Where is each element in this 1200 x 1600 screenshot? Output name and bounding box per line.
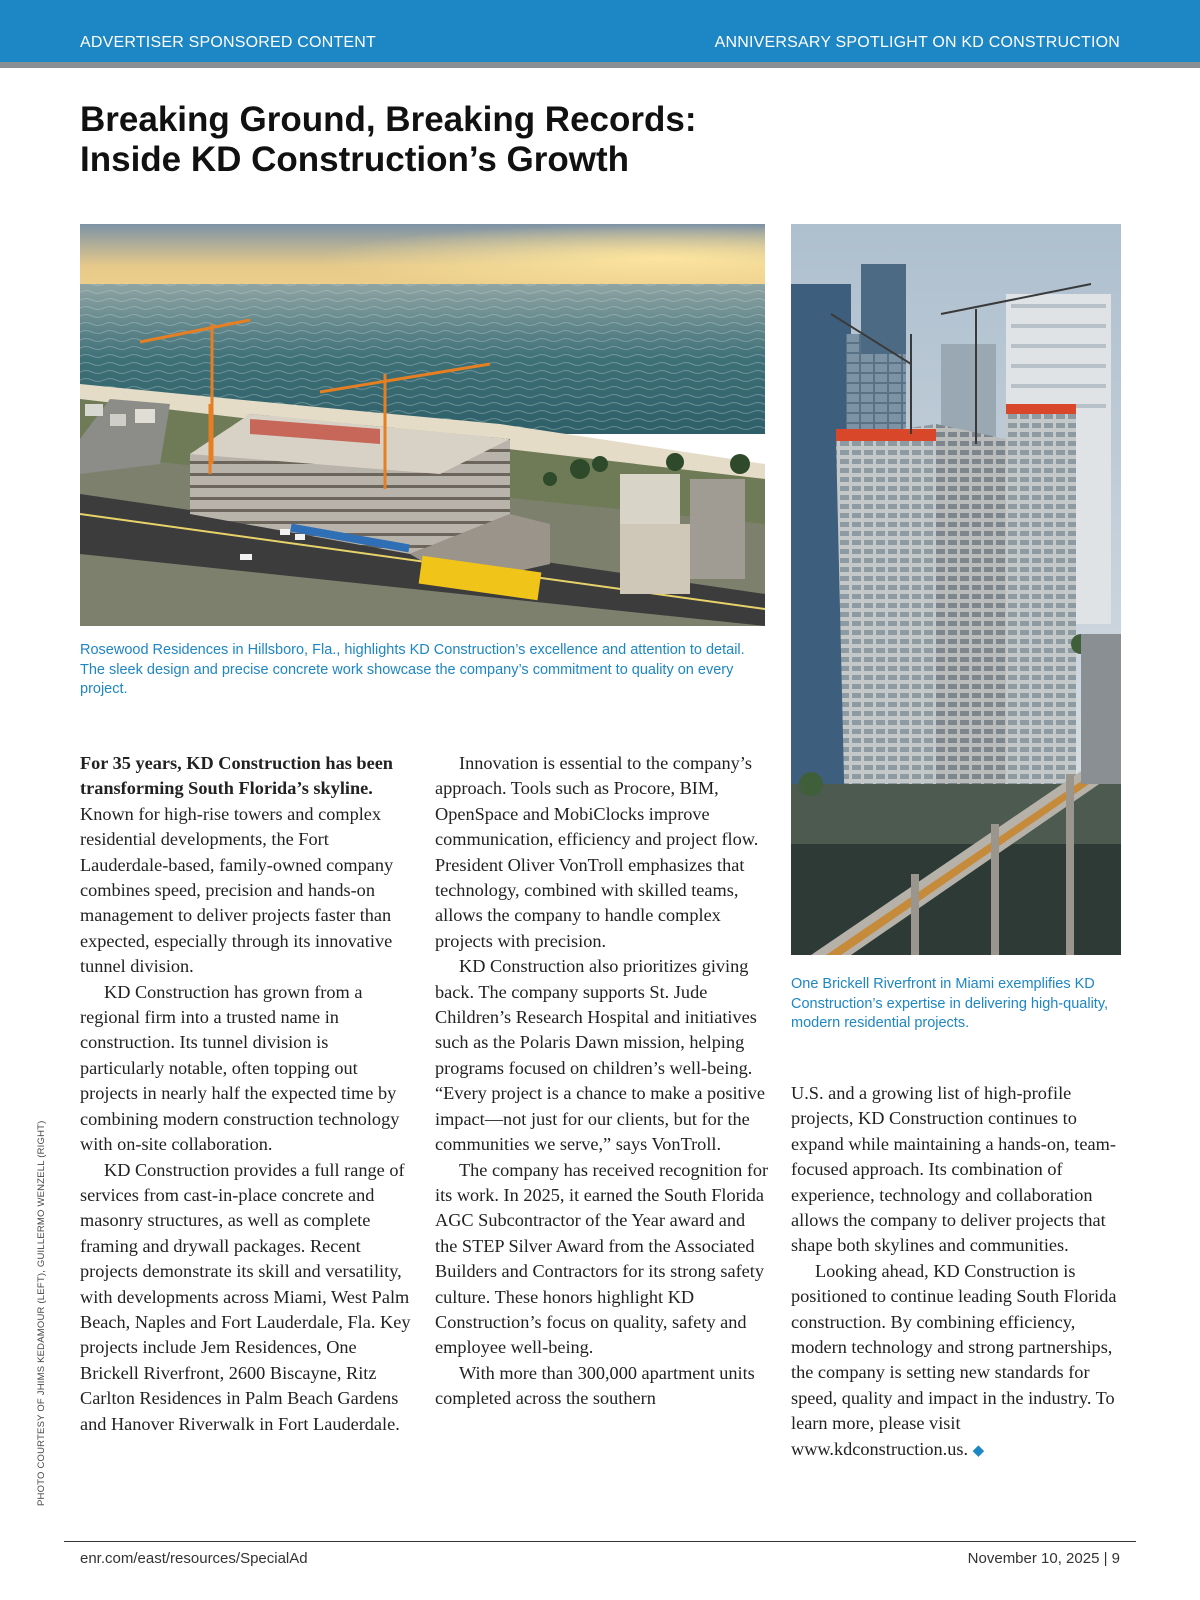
- spotlight-label: ANNIVERSARY SPOTLIGHT ON KD CONSTRUCTION: [714, 34, 1120, 51]
- sponsored-label: ADVERTISER SPONSORED CONTENT: [80, 34, 377, 51]
- header-bar: [0, 0, 1200, 62]
- looking-ahead-text: Looking ahead, KD Construction is positioned to continue leading South Florida construction. By combining efficiency, modern technology and strong partnerships, the company is setting new standards for speed, quality and impact in the industry. To learn more, please visit www.kdconstruction.us.: [791, 1260, 1117, 1459]
- end-diamond-icon: ◆: [972, 1442, 985, 1459]
- paragraph-apartments-start: With more than 300,000 apartment units completed across the southern: [435, 1362, 755, 1409]
- paragraph-innovation: Innovation is essential to the company’s approach. Tools such as Procore, BIM, OpenSpace and MobiClocks improve communication, efficiency and project flow. President Oliver VonTroll emphasizes that technology, combined with skilled teams, allows the company to handle complex projects with precision.: [435, 753, 759, 951]
- lead-body-text: Known for high-rise towers and complex residential developments, the Fort Lauderdale-based, family-owned company combines speed, precision and hands-on management to deliver projects faster than expected, especially through its innovative tunnel division.: [80, 803, 394, 977]
- article-column-2: [435, 751, 770, 1412]
- one-brickell-caption: One Brickell Riverfront in Miami exemplifies KD Construction’s expertise in delivering high-quality, modern residential projects.: [791, 976, 1109, 1031]
- header-rule: [0, 62, 1200, 68]
- one-brickell-riverfront-photo: [791, 224, 1121, 955]
- lead-paragraph: [80, 751, 415, 980]
- headline-line-1: Breaking Ground, Breaking Records:: [80, 100, 697, 139]
- headline-line-2: Inside KD Construction’s Growth: [80, 140, 629, 179]
- paragraph-recognition: The company has received recognition for its work. In 2025, it earned the South Florida AGC Subcontractor of the Year award and the STEP Silver Award from the Associated Builders and Contractors for its strong safety culture. These honors highlight KD Construction’s focus on quality, safety and employee well-being.: [435, 1159, 769, 1358]
- rosewood-residences-photo: [80, 224, 765, 626]
- article-column-3: [791, 1081, 1121, 1464]
- lead-bold-text: For 35 years, KD Construction has been transforming South Florida’s skyline.: [80, 753, 393, 799]
- paragraph-looking-ahead: [791, 1259, 1121, 1464]
- footer-date-page: November 10, 2025 | 9: [967, 1550, 1120, 1567]
- paragraph-services: KD Construction provides a full range of services from cast-in-place concrete and masonry structures, as well as complete framing and drywall packages. Recent projects demonstrate its skill and versatility, with developments across Miami, West Palm Beach, Naples and Fort Lauderdale, Fla. Key projects include Jem Residences, One Brickell Riverfront, 2600 Biscayne, Ritz Carlton Residences in Palm Beach Gardens and Hanover Riverwalk in Fort Lauderdale.: [80, 1159, 411, 1434]
- article-column-1: [80, 751, 415, 1437]
- headline: [80, 100, 880, 180]
- footer-url: enr.com/east/resources/SpecialAd: [80, 1550, 308, 1567]
- paragraph-growth: KD Construction has grown from a regional firm into a trusted name in construction. Its tunnel division is particularly notable, often topping out projects in nearly half the expected time by combining modern construction technology with on-site collaboration.: [80, 981, 400, 1155]
- photo-credit: PHOTO COURTESY OF JHIMS KEDAMOUR (LEFT), GUILLERMO WENZELL (RIGHT): [36, 1120, 47, 1506]
- rosewood-caption: Rosewood Residences in Hillsboro, Fla., highlights KD Construction’s excellence and attention to detail. The sleek design and precise concrete work showcase the company’s commitment to quality on every project.: [80, 642, 745, 697]
- paragraph-giving-back: KD Construction also prioritizes giving back. The company supports St. Jude Children’s Research Hospital and initiatives such as the Polaris Dawn mission, helping programs focused on children’s well-being. “Every project is a chance to make a positive impact—not just for our clients, but for the communities we serve,” says VonTroll.: [435, 956, 765, 1155]
- footer-rule: [64, 1541, 1136, 1542]
- paragraph-apartments-end: U.S. and a growing list of high-profile projects, KD Construction continues to expand while maintaining a hands-on, team-focused approach. Its combination of experience, technology and collaboration allows the company to deliver projects that shape both skylines and communities.: [791, 1083, 1116, 1256]
